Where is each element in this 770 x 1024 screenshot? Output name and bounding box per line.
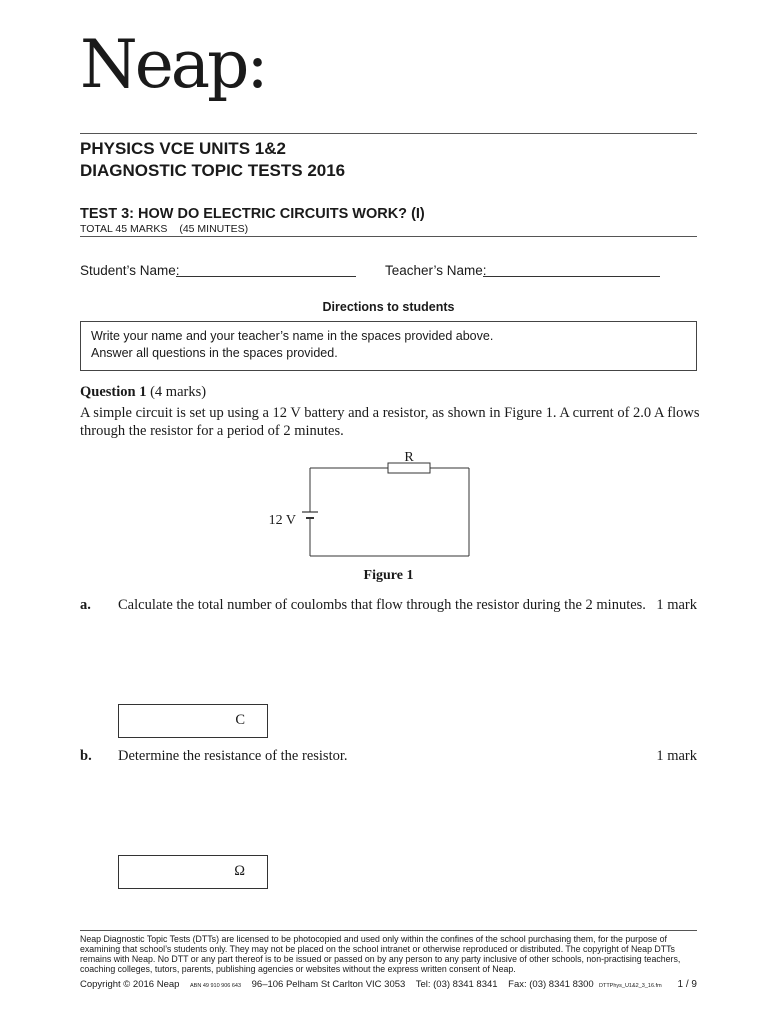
question-title (80, 384, 206, 401)
directions-line: Write your name and your teacher’s name in the spaces provided above. (91, 329, 494, 343)
question-text: A simple circuit is set up using a 12 V battery and a resistor, as shown in Figure 1. A current of 2.0 A flows through the resistor for a period of 2 minutes. (80, 405, 700, 439)
total-marks: TOTAL 45 MARKS (80, 223, 168, 235)
header-bottom-rule (80, 236, 697, 237)
part-b-unit: Ω (234, 863, 245, 879)
part-b-text: Determine the resistance of the resistor. (118, 748, 348, 764)
part-b-marks: 1 mark (656, 748, 697, 764)
question-number: Question 1 (80, 384, 147, 400)
directions-title: Directions to students (322, 300, 455, 314)
footer-info (80, 979, 697, 990)
student-name-field[interactable] (176, 276, 356, 277)
copyright: Copyright © 2016 Neap (80, 979, 180, 990)
figure-caption: Figure 1 (363, 568, 414, 583)
battery-label: 12 V (268, 513, 296, 528)
circuit-diagram (250, 448, 480, 563)
abn: ABN 49 910 906 643 (189, 983, 242, 989)
part-b-letter: b. (80, 748, 92, 764)
telephone: Tel: (03) 8341 8341 (415, 979, 498, 990)
teacher-name-field[interactable] (483, 276, 660, 277)
file-code: DTTPhys_U1&2_3_16.fm (598, 983, 662, 989)
series-title: DIAGNOSTIC TOPIC TESTS 2016 (80, 161, 346, 180)
license-notice: Neap Diagnostic Topic Tests (DTTs) are licensed to be photocopied and used only within the confines of the school purchasing them, for the purpose of examining that school’s students only. They may not be placed on the school intranet or otherwise reproduced or distributed. The copyright of Neap DTTs remains with Neap. No DTT or any part thereof is to be issued or passed on by any person to any party inclusive of other schools, non-practising teachers, coaching colleges, tutors, parents, publishing agencies or websites without the express written consent of Neap. (80, 934, 681, 974)
directions-box (80, 321, 697, 371)
test-info (80, 223, 260, 235)
part-a-text: Calculate the total number of coulombs that flow through the resistor during the 2 minutes. (118, 597, 646, 613)
part-a-answer-box[interactable] (118, 704, 268, 738)
student-name-label: Student’s Name: (80, 263, 180, 278)
part-a-marks: 1 mark (656, 597, 697, 613)
header-top-rule (80, 133, 697, 134)
teacher-name-label: Teacher’s Name: (385, 263, 487, 278)
resistor-label: R (404, 450, 414, 465)
fax: Fax: (03) 8341 8300 (508, 979, 594, 990)
part-a-unit: C (235, 712, 245, 728)
footer-rule (80, 930, 697, 931)
address: 96–106 Pelham St Carlton VIC 3053 (251, 979, 406, 990)
test-title: TEST 3: HOW DO ELECTRIC CIRCUITS WORK? (I) (80, 206, 425, 222)
subject-title: PHYSICS VCE UNITS 1&2 (80, 139, 286, 158)
neap-logo: Neap: (80, 26, 266, 103)
duration: (45 MINUTES) (179, 223, 249, 235)
part-a-letter: a. (80, 597, 91, 613)
page-number: 1 / 9 (677, 979, 697, 990)
part-b-answer-box[interactable] (118, 855, 268, 889)
directions-line: Answer all questions in the spaces provided. (91, 346, 338, 360)
question-marks: (4 marks) (150, 384, 207, 400)
